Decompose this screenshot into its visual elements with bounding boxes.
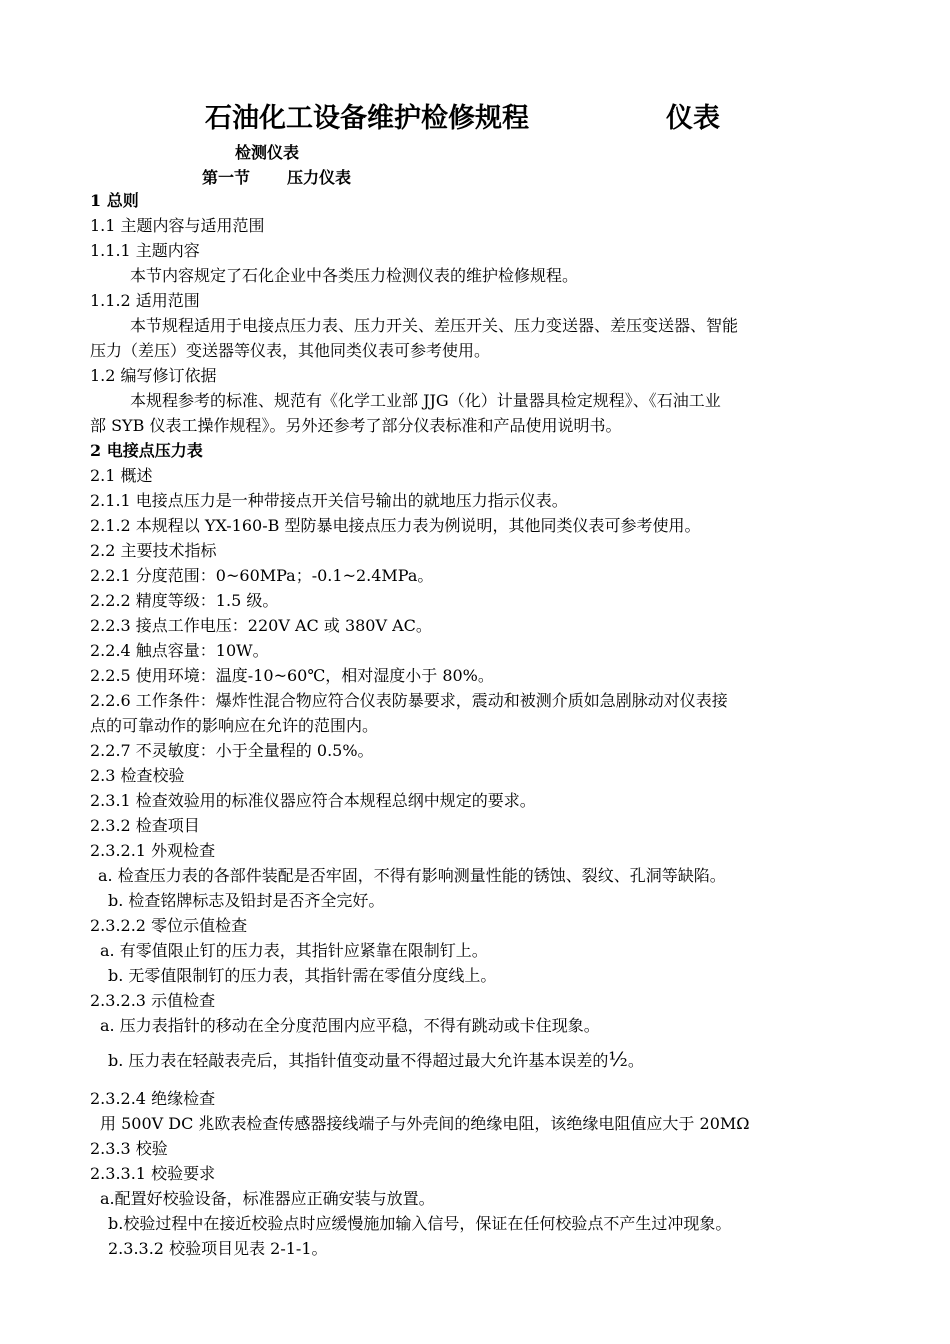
document-title-category: 仪表 — [666, 103, 720, 134]
text-line: b. 检查铭牌标志及铅封是否齐全完好。 — [108, 891, 385, 910]
text-line: 2.3.2.2 零位示值检查 — [90, 916, 248, 935]
text-line: 2.2.1 分度范围：0~60MPa；-0.1~2.4MPa。 — [90, 566, 434, 585]
text-line: 2.3.3 校验 — [90, 1139, 168, 1158]
text-line: 本节内容规定了石化企业中各类压力检测仪表的维护检修规程。 — [130, 266, 579, 285]
text-line: 压力（差压）变送器等仪表，其他同类仪表可参考使用。 — [90, 341, 491, 360]
text-line: 本节规程适用于电接点压力表、压力开关、差压开关、压力变送器、差压变送器、智能 — [130, 316, 739, 335]
text-line: 2.1 概述 — [90, 466, 153, 485]
text-line: b.校验过程中在接近校验点时应缓慢施加输入信号，保证在任何校验点不产生过冲现象。 — [108, 1214, 732, 1233]
section-name: 压力仪表 — [287, 168, 352, 187]
text-line: 2.2.4 触点容量：10W。 — [90, 641, 269, 660]
text-line: 2.3.2.1 外观检查 — [90, 841, 216, 860]
text-line: 1.1.1 主题内容 — [90, 241, 200, 260]
text-line: 本规程参考的标准、规范有《化学工业部 JJG（化）计量器具检定规程》、《石油工业 — [130, 391, 721, 410]
text-line: 2.2.5 使用环境：温度-10~60℃，相对湿度小于 80%。 — [90, 666, 494, 685]
text-line: a.配置好校验设备，标准器应正确安装与放置。 — [100, 1189, 435, 1208]
text-line: 部 SYB 仪表工操作规程》。另外还参考了部分仪表标准和产品使用说明书。 — [90, 416, 622, 435]
text-line: a. 检查压力表的各部件装配是否牢固，不得有影响测量性能的锈蚀、裂纹、孔洞等缺陷。 — [98, 866, 726, 885]
text-line: a. 有零值限止钉的压力表，其指针应紧靠在限制钉上。 — [100, 941, 488, 960]
text-line: 2.3.2.3 示值检查 — [90, 991, 216, 1010]
text-line: 2.3.3.2 校验项目见表 2-1-1。 — [108, 1239, 328, 1258]
text-line: 用 500V DC 兆欧表检查传感器接线端子与外壳间的绝缘电阻，该绝缘电阻值应大于 20MΩ — [100, 1114, 750, 1133]
text-line: 2.2.2 精度等级：1.5 级。 — [90, 591, 279, 610]
text-line: 2.2.6 工作条件：爆炸性混合物应符合仪表防暴要求，震动和被测介质如急剧脉动对仪表接 — [90, 691, 728, 710]
text-line: 2.3.3.1 校验要求 — [90, 1164, 216, 1183]
text-line: b. 无零值限制钉的压力表，其指针需在零值分度线上。 — [108, 966, 497, 985]
document-title: 石油化工设备维护检修规程 — [205, 103, 529, 134]
text-line: 2.2.3 接点工作电压：220V AC 或 380V AC。 — [90, 616, 432, 635]
text-line: 1.1 主题内容与适用范围 — [90, 216, 265, 235]
text-line: 点的可靠动作的影响应在允许的范围内。 — [90, 716, 379, 735]
text-line: 1.1.2 适用范围 — [90, 291, 200, 310]
text-line: a. 压力表指针的移动在全分度范围内应平稳，不得有跳动或卡住现象。 — [100, 1016, 600, 1035]
text-line: 2.3 检查校验 — [90, 766, 185, 785]
text-line: 2.3.2 检查项目 — [90, 816, 200, 835]
text-line: 2.3.1 检查效验用的标准仪器应符合本规程总纲中规定的要求。 — [90, 791, 536, 810]
document-subtitle: 检测仪表 — [235, 143, 300, 162]
section-number: 第一节 — [202, 168, 251, 187]
text-line: b. 压力表在轻敲表壳后，其指针值变动量不得超过最大允许基本误差的½。 — [108, 1047, 644, 1071]
text-line: 2.1.2 本规程以 YX-160-B 型防暴电接点压力表为例说明，其他同类仪表可参考使用。 — [90, 516, 701, 535]
fraction-half: ½ — [608, 1047, 628, 1071]
text-line: 2 电接点压力表 — [90, 441, 203, 460]
text-line: 2.3.2.4 绝缘检查 — [90, 1089, 216, 1108]
text-line: 2.1.1 电接点压力是一种带接点开关信号输出的就地压力指示仪表。 — [90, 491, 568, 510]
text-line: 1.2 编写修订依据 — [90, 366, 217, 385]
text-line: 2.2 主要技术指标 — [90, 541, 217, 560]
text-line: 1 总则 — [90, 191, 139, 210]
text-line: 2.2.7 不灵敏度：小于全量程的 0.5%。 — [90, 741, 374, 760]
